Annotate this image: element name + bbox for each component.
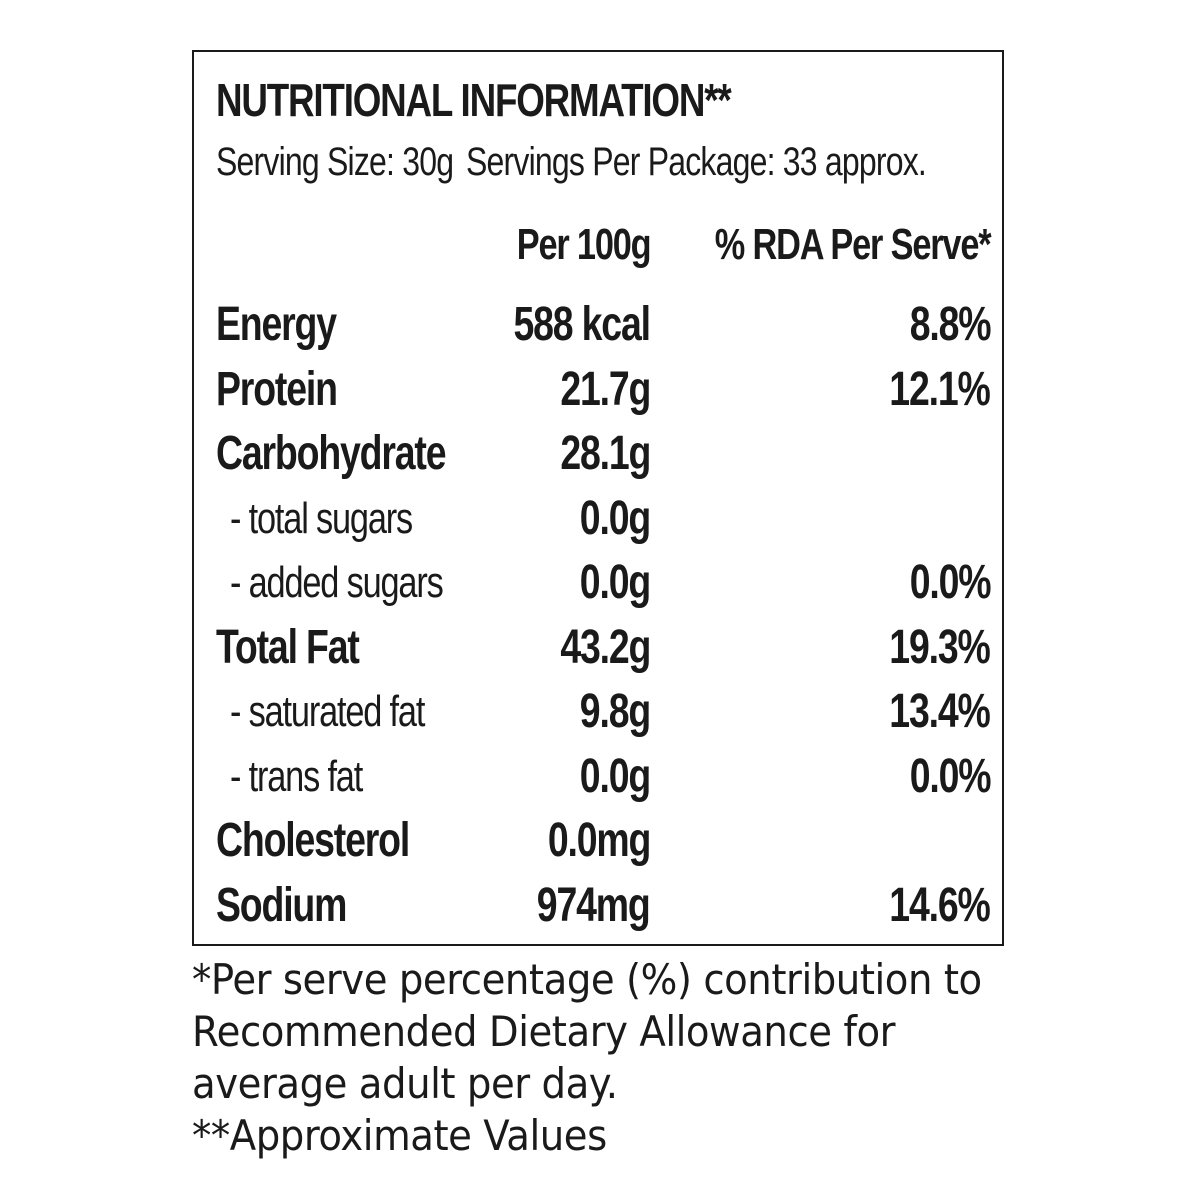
nutrient-name: Cholesterol [216,814,410,867]
panel-title: NUTRITIONAL INFORMATION** [216,74,731,126]
nutrient-name: Energy [216,298,336,351]
nutrient-per-100g: 588 kcal [513,298,650,351]
nutrient-name: Sodium [216,878,347,932]
nutrient-name: - added sugars [230,558,443,607]
column-header-per-100g: Per 100g [516,220,650,269]
nutrient-row-protein [194,362,1002,427]
nutrient-row-added-sugars [194,555,1002,620]
footnote-line: **Approximate Values [192,1111,607,1160]
nutrient-rda: 12.1% [889,362,990,416]
nutrient-row-energy [194,297,1002,362]
footnote [192,954,1092,1162]
nutrient-rda: 14.6% [889,878,990,932]
nutrient-per-100g: 0.0g [579,749,650,803]
nutrient-row-saturated-fat [194,684,1002,749]
nutrient-per-100g: 0.0g [579,491,650,545]
column-header-rda: % RDA Per Serve* [714,220,990,269]
nutrient-row-total-sugars [194,491,1002,556]
footnote-line: average adult per day. [192,1059,618,1108]
nutrient-name: - saturated fat [230,687,425,736]
nutrient-rda: 19.3% [889,620,990,674]
nutrient-row-sodium [194,878,1002,943]
nutrient-name: Protein [216,362,337,416]
nutrient-per-100g: 0.0g [579,556,650,609]
nutrient-per-100g: 0.0mg [547,814,650,867]
nutrient-rda: 0.0% [909,749,990,803]
nutrient-rda: 0.0% [909,556,990,609]
nutrient-row-trans-fat [194,749,1002,814]
nutrient-name: - total sugars [230,493,413,543]
nutrient-row-cholesterol [194,813,1002,878]
serving-size: Serving Size: 30g [216,140,454,184]
nutrient-per-100g: 43.2g [560,620,650,674]
nutrient-row-carbohydrate [194,426,1002,491]
nutrient-rda: 13.4% [889,685,990,738]
serving-info [216,138,926,186]
nutrient-name: - trans fat [230,751,363,801]
footnote-line: Recommended Dietary Allowance for [192,1007,896,1056]
nutrient-table [194,297,1002,942]
nutrient-per-100g: 974mg [537,878,650,932]
nutrient-row-total-fat [194,620,1002,685]
nutrient-name: Total Fat [216,620,359,674]
nutrient-per-100g: 9.8g [579,685,650,738]
servings-per-package: Servings Per Package: 33 approx. [466,140,927,184]
footnote-line: *Per serve percentage (%) contribution to [192,955,982,1004]
nutrient-name: Carbohydrate [216,427,446,480]
nutrient-rda: 8.8% [909,298,990,351]
nutrition-panel [192,50,1004,946]
nutrient-per-100g: 21.7g [560,362,650,416]
nutrient-per-100g: 28.1g [560,427,650,480]
